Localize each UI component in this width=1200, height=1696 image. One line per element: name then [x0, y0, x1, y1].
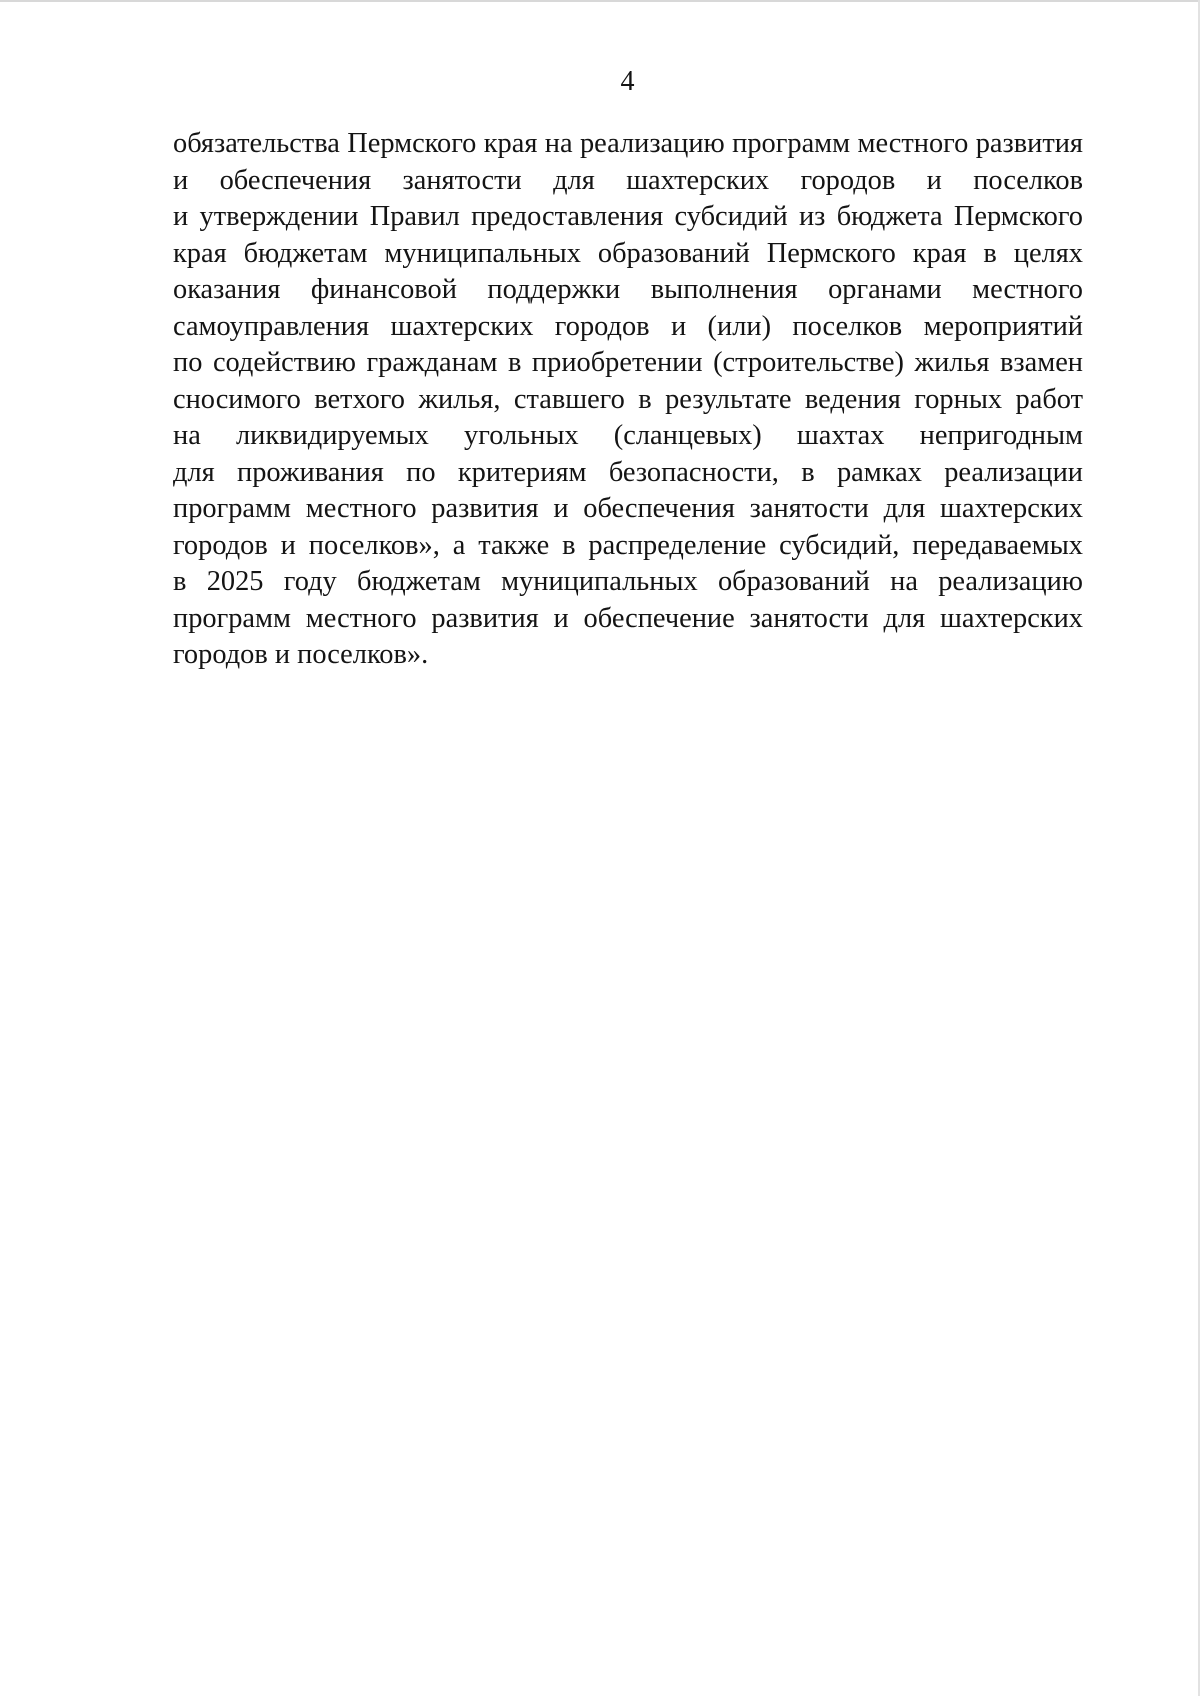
page-number: 4: [620, 66, 635, 97]
scan-edge-top: [0, 0, 1200, 2]
text-line: по содействию гражданам в приобретении (строительстве) жилья взамен: [173, 347, 1083, 378]
body-paragraph: [173, 126, 1083, 674]
text-line: программ местного развития и обеспечения занятости для шахтерских: [173, 493, 1083, 524]
text-line: программ местного развития и обеспечение занятости для шахтерских: [173, 602, 1083, 634]
text-line: городов и поселков», а также в распределение субсидий, передаваемых: [173, 529, 1083, 561]
text-line-last: городов и поселков».: [173, 639, 429, 670]
text-line: обязательства Пермского края на реализацию программ местного развития: [173, 128, 1083, 159]
text-line: сносимого ветхого жилья, ставшего в результате ведения горных работ: [173, 383, 1083, 415]
text-line: края бюджетам муниципальных образований Пермского края в целях: [173, 237, 1083, 269]
text-line: на ликвидируемых угольных (сланцевых) шахтах непригодным: [173, 420, 1083, 451]
text-line: самоуправления шахтерских городов и (или) поселков мероприятий: [173, 310, 1083, 342]
text-line: и обеспечения занятости для шахтерских городов и поселков: [173, 164, 1083, 196]
text-line: для проживания по критериям безопасности, в рамках реализации: [173, 456, 1083, 488]
text-line: в 2025 году бюджетам муниципальных образований на реализацию: [173, 566, 1083, 597]
text-line: и утверждении Правил предоставления субсидий из бюджета Пермского: [173, 201, 1083, 232]
text-line: оказания финансовой поддержки выполнения органами местного: [173, 274, 1083, 305]
